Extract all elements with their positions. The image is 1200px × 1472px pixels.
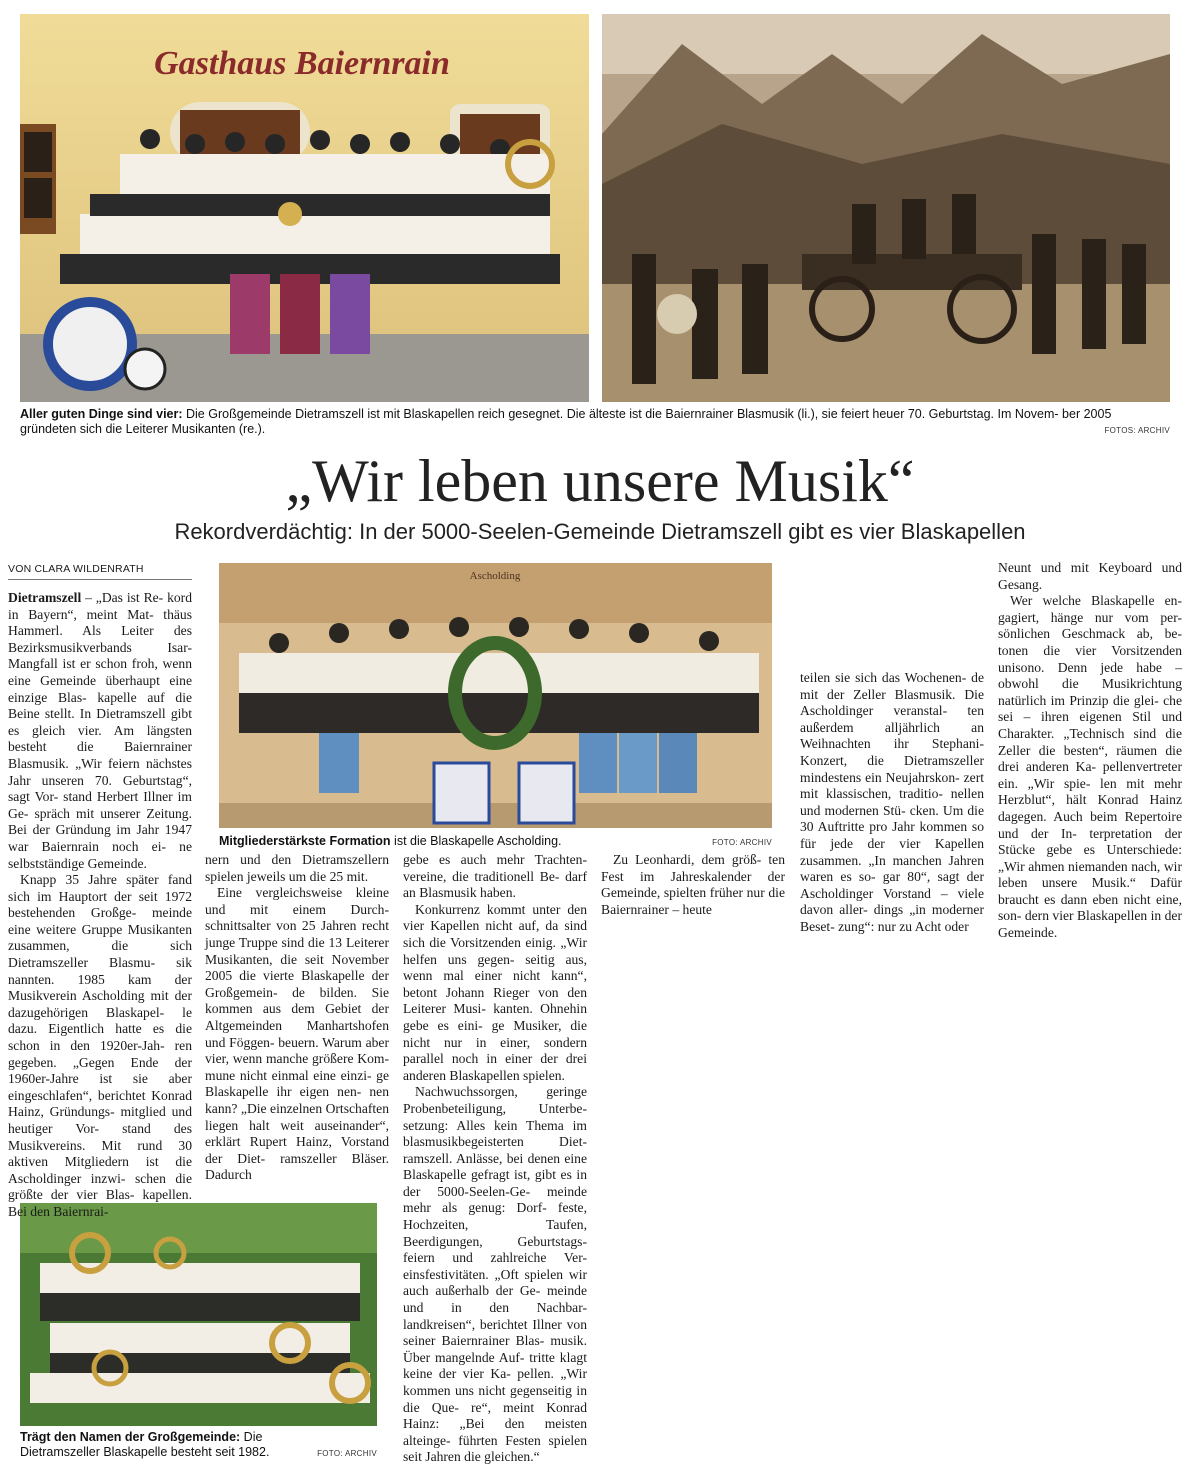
col2-paragraph-1: nern und den Dietramszellern spielen jeweils um die 25 mit. (205, 852, 389, 884)
photo-baiernrainer-blasmusik (20, 14, 589, 402)
col1-p1-text: – „Das ist Re- kord in Bayern“, meint Mat- thäus Hammerl. Als Leiter des Bezirksmusikverbands Isar-Mangfall ist er schon froh, wenn eine Gemeinde überhaupt eine einzige Blas- kapelle auf die Beine stellt. In Dietramszell gibt es gleich vier. Am längsten besteht die Baiernrainer Blasmusik. „Wir feiern nächstes Jahr unseren 70. Geburtstag“, sagt Vor- stand Herbert Illner im Ge- spräch mit unserer Zeitung. Bei der Gründung im Jahr 1947 war Baiernrain noch ei- ne selbstständige Gemeinde. (8, 590, 192, 871)
col6-paragraph-1: Neunt und mit Keyboard und Gesang. (998, 560, 1182, 592)
photo-leiterer-musikanten (602, 14, 1170, 402)
col1-paragraph-2: Knapp 35 Jahre später fand sich im Hauptort der seit 1972 bestehenden Großge- meinde eine weitere Gruppe Musikanten zusammen, die sich Dietramszeller Blasmu- sik nannten. 1985 kam der Musikverein Ascholding mit der dazugehörigen Blaskapel- le dazu. Eigentlich hatte es die schon in den 1920er-Jah- ren gegeben. „Gegen Ende der 1960er-Jahre ist sie aber eingeschlafen“, berichtet Konrad Hainz, Gründungs- mitglied und heutiger Vor- stand des Musikvereins. Mit rund 30 aktiven Mitgliedern ist die Ascholdinger inzwi- schen die größte der vier Blas- kapellen. Bei den Baiernrai- (8, 872, 192, 1219)
top-caption-text: Die Großgemeinde Dietramszell ist mit Blaskapellen reich gesegnet. Die älteste ist die Baiernrainer Blasmusik (li.), sie feiert heuer 70. Geburtstag. Im Novem- ber 2005 gründeten sich die Leiterer Musikanten (re.). (20, 407, 1112, 436)
article-column-6 (998, 560, 1182, 942)
col3-paragraph-3: Nachwuchssorgen, geringe Probenbeteiligung, Unterbe- setzung: Alles kein Thema im blasmusikbegeisterten Diet- ramszell. Anlässe, bei denen eine Blaskapelle gefragt ist, gibt es in der 5000-Seelen-Ge- meinde mehr als genug: Dorf- feste, Hochzeiten, Taufen, Beerdigungen, Geburtstags- feiern und zahlreiche Ver- einsfestivitäten. „Oft spielen wir auch außerhalb der Ge- meinde und in den Nachbar- landkreisen“, berichtet Illner von seiner Baiernrainer Blas- musik. Über mangelnde Auf- tritte klagt keine der vier Ka- pellen. „Wir kommen uns nicht gegenseitig in die Que- re“, meint Konrad Hainz: „Bei den meisten alteinge- führten Festen spielen seit Jahren die gleichen.“ (403, 1084, 587, 1465)
col3-paragraph-2: Konkurrenz kommt unter den vier Kapellen nicht auf, da sind sich die Vorsitzenden einig. „Wir helfen uns gegen- seitig aus, wenn mal einer nicht kann“, betont Johann Rieger von den Leiterer Musi- kanten. Ohnehin gebe es eini- ge Musiker, die nicht nur in einer, sondern parallel noch in einer der drei anderen Blaskapellen spielen. (403, 901, 587, 1083)
ascholding-photo-art (219, 563, 772, 828)
col1-paragraph-1 (8, 590, 192, 872)
top-caption-bold: Aller guten Dinge sind vier: (20, 407, 183, 421)
article-column-4 (601, 852, 785, 918)
ascholding-banner-text: Ascholding (469, 570, 521, 582)
col5-paragraph-1: teilen sie sich das Wochenen- de mit der Zeller Blasmusik. Die Ascholdinger veranstal- ten außerdem alljährlich an Weihnachten ihr Stephani- Konzert, die Dietramszeller mindestens ein Neujahrskon- zert mit klassischen, traditio- nellen und modernen Stü- cken. Um die 30 Auftritte pro Jahr kommen so für jede der vier Kapellen zusammen. „In manchen Jahren waren es so- gar 80“, sagt der Ascholdinger Vorstand – viele davon aller- dings „in moderner Beset- zung“: nur zu Acht oder (800, 670, 984, 934)
article-column-5 (800, 670, 984, 936)
top-photo-credit: FOTOS: ARCHIV (1104, 426, 1170, 435)
sign-text: Gasthaus Baiernrain (154, 45, 450, 82)
bottom-caption-bold: Trägt den Namen der Großgemeinde: (20, 1430, 241, 1444)
top-photo-caption (20, 407, 1170, 437)
dietramszeller-photo-art (20, 1203, 377, 1426)
leiterer-photo-art (602, 14, 1170, 402)
byline: VON CLARA WILDENRATH (8, 563, 192, 580)
middle-photo-credit: FOTO: ARCHIV (712, 838, 772, 847)
photo-blaskapelle-ascholding (219, 563, 772, 828)
middle-caption-text: ist die Blaskapelle Ascholding. (390, 834, 562, 848)
article-column-1 (8, 590, 192, 1221)
photo-dietramszeller-blaskapelle (20, 1203, 377, 1426)
col6-paragraph-2: Wer welche Blaskapelle en- gagiert, hänge nur vom per- sönlichen Geschmack ab, be- tonen die vier Vorsitzenden unisono. Denn jede habe – obwohl die Musikrichtung natürlich im Prinzip die glei- che sei – ihren eigenen Stil und Charakter. „Technisch sind die Zeller die besten“, räumen die drei anderen Ka- pellenvertreter ein. „Wir spie- len mit mehr Herzblut“, hält Konrad Hainz dagegen. Auch beim Repertoire und der In- terpretation der Stücke gebe es Unterschiede: „Wir ahmen niemanden nach, wir leben unsere Musik.“ Dafür braucht es dann eben nicht eine, son- dern vier Blaskapellen in der Gemeinde. (998, 593, 1182, 941)
article-column-3 (403, 852, 587, 1466)
dateline: Dietramszell (8, 590, 82, 605)
headline: „Wir leben unsere Musik“ (285, 448, 915, 514)
middle-photo-caption (219, 834, 649, 849)
col3-paragraph-1: gebe es auch mehr Trachten- vereine, die traditionell Be- darf an Blasmusik haben. (403, 852, 587, 901)
bottom-photo-credit: FOTO: ARCHIV (317, 1449, 377, 1458)
col2-paragraph-2: Eine vergleichsweise kleine und mit einem Durch- schnittsalter von 25 Jahren recht junge Truppe sind die 13 Leiterer Musikanten, die seit November 2005 die vierte Blaskapelle der Großgemein- de bilden. Sie kommen aus dem Gebiet der Altgemeinden Manhartshofen und Föggen- beuern. Warum aber vier, wenn manche größere Kom- mune nicht einmal eine einzi- ge Blaskapelle ihr eigen nen- nen kann? „Die einzelnen Ortschaften liegen halt weit auseinander“, erklärt Rupert Hainz, Vorstand der Diet- ramszeller Bläser. Dadurch (205, 885, 389, 1183)
baiernrain-photo-art (20, 14, 589, 402)
col4-paragraph-1: Zu Leonhardi, dem größ- ten Fest im Jahreskalender der Gemeinde, spielten früher nur die Baiernrainer – heute (601, 852, 785, 917)
article-column-2 (205, 852, 389, 1184)
middle-caption-bold: Mitgliederstärkste Formation (219, 834, 391, 848)
subheadline: Rekordverdächtig: In der 5000-Seelen-Gemeinde Dietramszell gibt es vier Blaskapellen (174, 519, 1026, 544)
bottom-photo-caption (20, 1430, 320, 1460)
bottom-caption-text: Die Dietramszeller Blaskapelle besteht seit 1982. (20, 1430, 270, 1459)
